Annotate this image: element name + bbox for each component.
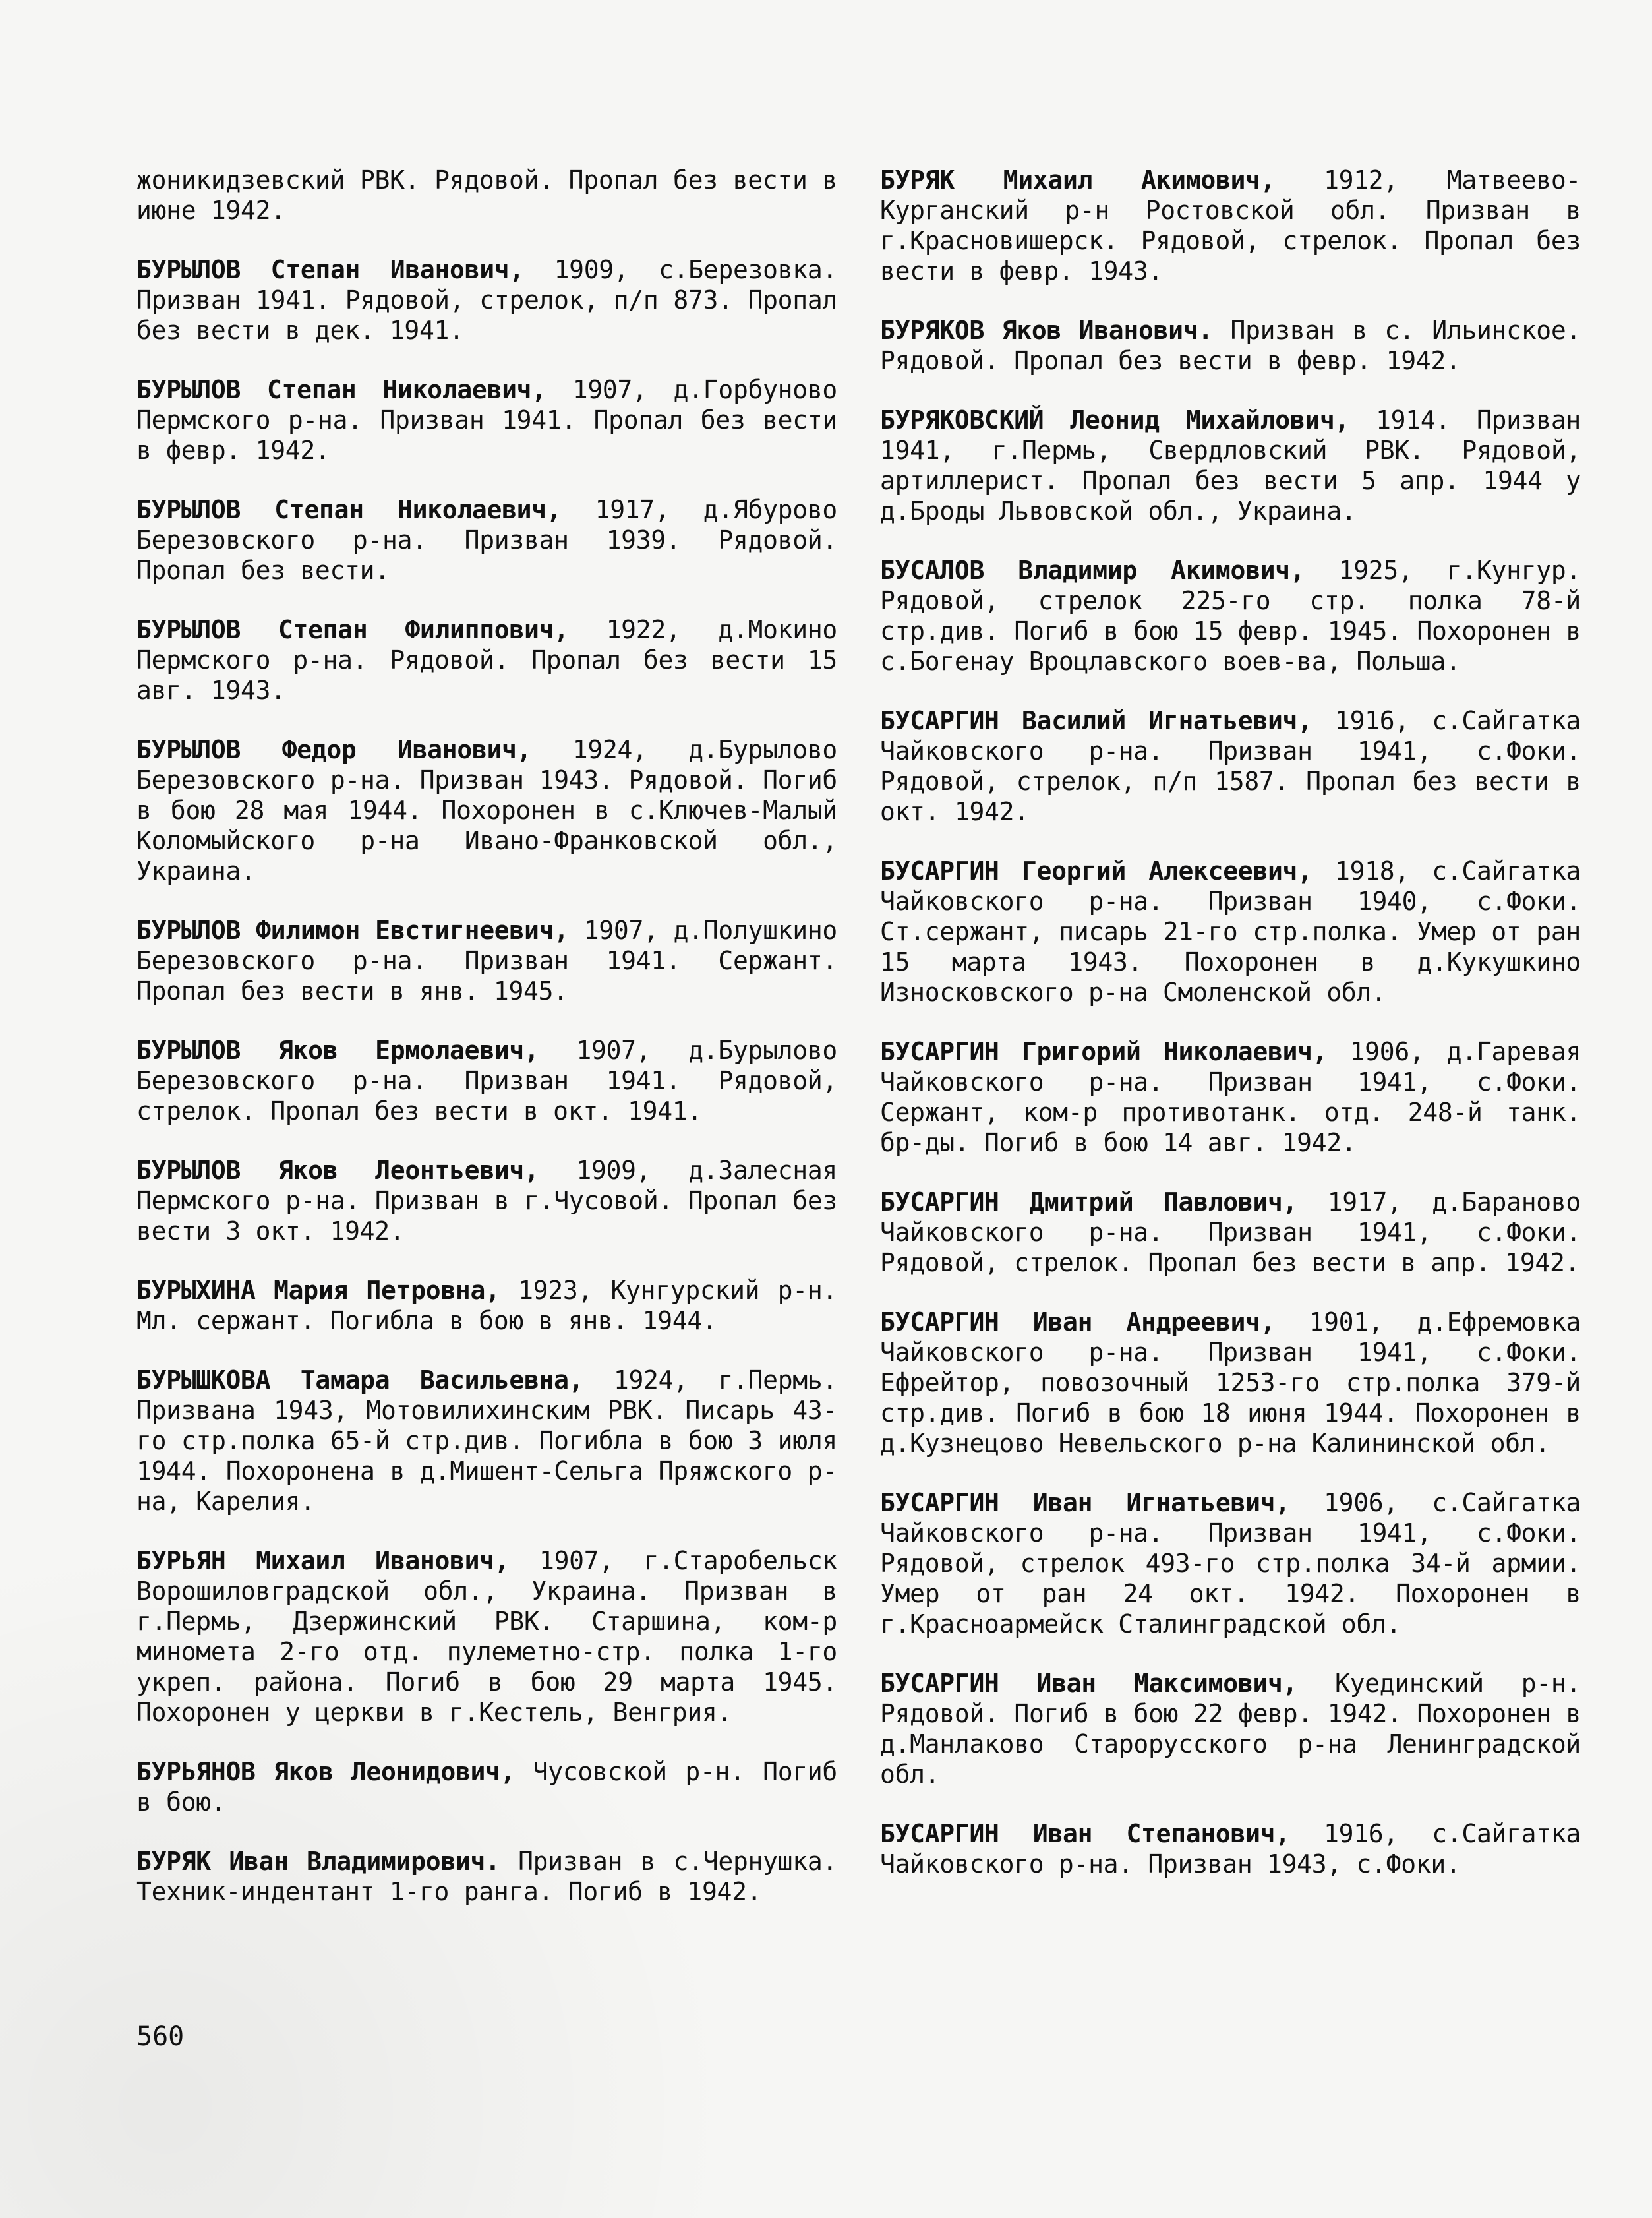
entry-text: 1916, с.Сайгатка Чайковского р-на. Призван 1943, с.Фоки. [880, 1819, 1581, 1878]
entry-text: 1909, с.Березовка. Призван 1941. Рядовой, стрелок, п/п 873. Пропал без вести в дек. 1941. [136, 255, 838, 345]
entry [136, 1035, 837, 1126]
entry-name: БУРЯК Михаил Акимович, [880, 165, 1276, 195]
entry-text: 1914. Призван 1941, г.Пермь, Свердловский РВК. Рядовой, артиллерист. Пропал без вести 5 апр. 1944 у д.Броды Львовской обл., Украина. [880, 405, 1581, 525]
page-number: 560 [136, 2022, 185, 2052]
entry [136, 614, 837, 705]
entry [880, 555, 1581, 676]
entry-name: БУСАРГИН Василий Игнатьевич, [880, 706, 1313, 735]
entry-text: 1924, д.Бурылово Березовского р-на. Призван 1943. Рядовой. Погиб в бою 28 мая 1944. Похоронен в с.Ключев-Малый Коломыйского р-на Ивано-Франковской обл., Украина. [136, 735, 837, 885]
entry-text: Куединский р-н. Рядовой. Погиб в бою 22 февр. 1942. Похоронен в д.Манлаково Старорусского р-на Ленинградской обл. [880, 1669, 1581, 1789]
entry-name: БУРЫШКОВА Тамара Васильевна, [136, 1365, 584, 1394]
entry-name: БУСАРГИН Иван Степанович, [880, 1819, 1290, 1848]
entry-text: 1916, с.Сайгатка Чайковского р-на. Призван 1941, с.Фоки. Рядовой, стрелок, п/п 1587. Пропал без вести в окт. 1942. [880, 706, 1581, 826]
entry-name: БУСАРГИН Иван Андреевич, [880, 1307, 1276, 1336]
entry-name: БУРЯК Иван Владимирович. [136, 1847, 500, 1876]
entry-text: 1923, Кунгурский р-н. Мл. сержант. Погибла в бою в янв. 1944. [136, 1276, 837, 1335]
entry [136, 165, 837, 225]
entry-name: БУРЫЛОВ Степан Иванович, [136, 255, 524, 284]
entry [136, 495, 837, 585]
entry-name: БУСАРГИН Георгий Алексеевич, [880, 856, 1313, 885]
entry-text: 1918, с.Сайгатка Чайковского р-на. Призван 1940, с.Фоки. Ст.сержант, писарь 21-го стр.полка. Умер от ран 15 марта 1943. Похоронен в д.Кукушкино Износковского р-на Смоленской обл. [880, 856, 1581, 1007]
entry-text: 1907, д.Полушкино Березовского р-на. Призван 1941. Сержант. Пропал без вести в янв. 1945. [136, 916, 838, 1005]
entry [136, 1365, 837, 1516]
entry-text: 1906, д.Гаревая Чайковского р-на. Призван 1941, с.Фоки. Сержант, ком-р противотанк. отд. 248-й танк. бр-ды. Погиб в бою 14 авг. 1942. [880, 1037, 1581, 1157]
entry-text: Призван в с.Чернушка. Техник-индентант 1-го ранга. Погиб в 1942. [136, 1847, 837, 1906]
entry [136, 1846, 837, 1907]
entry-name: БУРЫЛОВ Яков Леонтьевич, [136, 1156, 539, 1185]
entry [136, 1756, 837, 1817]
entry [136, 1545, 837, 1727]
entry-name: БУСАРГИН Дмитрий Павлович, [880, 1187, 1298, 1216]
entry [880, 1487, 1581, 1639]
entry-text: 1925, г.Кунгур. Рядовой, стрелок 225-го стр. полка 78-й стр.див. Погиб в бою 15 февр. 1945. Похоронен в с.Богенау Вроцлавского воев-ва, Польша. [880, 556, 1581, 676]
entry-text: 1907, г.Старобельск Ворошиловградской обл., Украина. Призван в г.Пермь, Дзержинский РВК. Старшина, ком-р минометa 2-го отд. пулеметно-стр. полка 1-го укреп. района. Погиб в бою 29 марта 1945. Похоронен у церкви в г.Кестель, Венгрия. [136, 1546, 838, 1727]
entry-name: БУРЫЛОВ Яков Ермолаевич, [136, 1036, 539, 1065]
entry-text: 1912, Матвеево-Курганский р-н Ростовской обл. Призван в г.Красновишерск. Рядовой, стрелок. Пропал без вести в февр. 1943. [880, 165, 1581, 285]
entry [136, 255, 837, 345]
entry [136, 375, 837, 465]
entry-name: БУРЯКОВСКИЙ Леонид Михайлович, [880, 405, 1350, 435]
entry-text: 1907, д.Бурылово Березовского р-на. Призван 1941. Рядовой, стрелок. Пропал без вести в окт. 1941. [136, 1036, 838, 1125]
entry [880, 1036, 1581, 1158]
left-column [136, 140, 837, 1936]
entry [880, 705, 1581, 827]
entry-name: БУСАЛОВ Владимир Акимович, [880, 556, 1305, 585]
entry-name: БУРЬЯН Михаил Иванович, [136, 1546, 510, 1575]
right-column [880, 140, 1581, 1908]
entry [880, 1187, 1581, 1278]
entry-text: 1924, г.Пермь. Призвана 1943, Мотовилихинским РВК. Писарь 43-го стр.полка 65-й стр.див. Погибла в бою 3 июля 1944. Похоронена в д.Мишент-Сельга Пряжского р-на, Карелия. [136, 1365, 838, 1516]
entry [136, 1155, 837, 1246]
entry-name: БУСАРГИН Иван Игнатьевич, [880, 1488, 1290, 1517]
entry [880, 315, 1581, 376]
entry-name: БУСАРГИН Иван Максимович, [880, 1669, 1298, 1698]
entry [880, 165, 1581, 286]
entry-name: БУРЫЛОВ Филимон Евстигнеевич, [136, 916, 569, 945]
entry-text: 1917, д.Ябурово Березовского р-на. Призван 1939. Рядовой. Пропал без вести. [136, 495, 837, 585]
entry-name: БУРЬЯНОВ Яков Леонидович, [136, 1757, 516, 1786]
entry-text: 1901, д.Ефремовка Чайковского р-на. Призван 1941, с.Фоки. Ефрейтор, повозочный 1253-го стр.полка 379-й стр.див. Погиб в бою 18 июня 1944. Похоронен в д.Кузнецово Невельского р-на Калининской обл. [880, 1307, 1581, 1458]
entry-text: 1906, с.Сайгатка Чайковского р-на. Призван 1941, с.Фоки. Рядовой, стрелок 493-го стр.полка 34-й армии. Умер от ран 24 окт. 1942. Похоронен в г.Красноармейск Сталинградской обл. [880, 1488, 1581, 1638]
entry-name: БУРЯКОВ Яков Иванович. [880, 316, 1213, 345]
entry-name: БУРЫЛОВ Степан Филиппович, [136, 615, 569, 644]
entry-name: БУРЫХИНА Мария Петровна, [136, 1276, 500, 1305]
entry-text: Призван в с. Ильинское. Рядовой. Пропал без вести в февр. 1942. [880, 316, 1581, 375]
entry-text: 1909, д.Залесная Пермского р-на. Призван в г.Чусовой. Пропал без вести 3 окт. 1942. [136, 1156, 838, 1245]
entry-text: Чусовской р-н. Погиб в бою. [136, 1757, 837, 1816]
entry [136, 734, 837, 886]
entry-text: 1922, д.Мокино Пермского р-на. Рядовой. Пропал без вести 15 авг. 1943. [136, 615, 838, 705]
entry [880, 1668, 1581, 1789]
entry-text: жоникидзевский РВК. Рядовой. Пропал без вести в июне 1942. [136, 165, 837, 225]
entry-name: БУРЫЛОВ Степан Николаевич, [136, 495, 562, 524]
entry [880, 405, 1581, 526]
entry [880, 1818, 1581, 1879]
entry-name: БУРЫЛОВ Степан Николаевич, [136, 375, 546, 404]
entry [880, 856, 1581, 1007]
entry-text: 1917, д.Бараново Чайковского р-на. Призван 1941, с.Фоки. Рядовой, стрелок. Пропал без вести в апр. 1942. [880, 1187, 1581, 1277]
entry [880, 1307, 1581, 1458]
entry [136, 1275, 837, 1336]
entry-name: БУСАРГИН Григорий Николаевич, [880, 1037, 1328, 1066]
entry-text: 1907, д.Горбуново Пермского р-на. Призван 1941. Пропал без вести в февр. 1942. [136, 375, 837, 465]
entry [136, 915, 837, 1006]
entry-name: БУРЫЛОВ Федор Иванович, [136, 735, 532, 764]
